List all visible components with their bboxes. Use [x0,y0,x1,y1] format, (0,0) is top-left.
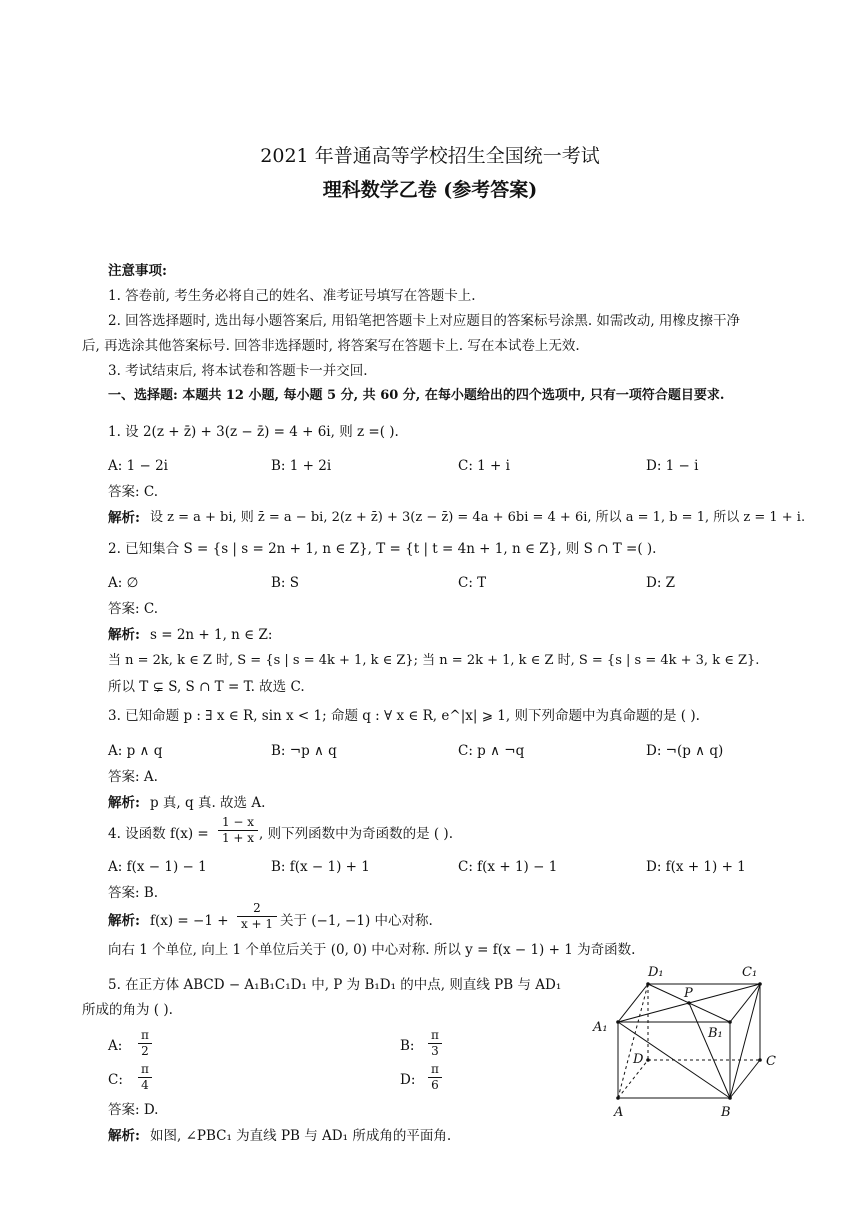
q4-analysis-numerator: 2 [253,901,261,915]
q5-stem-line2: 所成的角为 ( ). [82,1002,173,1018]
q4-analysis-line2: 向右 1 个单位, 向上 1 个单位后关于 (0, 0) 中心对称. 所以 y = f(x − 1) + 1 为奇函数. [108,942,636,958]
q4-fraction-denominator: 1 + x [221,831,255,845]
vertex-b [728,1096,732,1100]
vertex-d1 [646,982,650,986]
q3-option-a: A: p ∧ q [108,743,163,759]
q2-option-a: A: ∅ [108,575,139,591]
q5-answer: 答案: D. [108,1102,159,1118]
vertex-a1 [616,1020,620,1024]
q3-option-d: D: ¬(p ∧ q) [646,743,724,759]
q1-analysis-label: 解析: [108,510,140,526]
q2-analysis: s = 2n + 1, n ∈ Z: [150,627,273,643]
q5-option-d-den: 6 [431,1078,439,1092]
q5-option-a-label: A: [108,1038,123,1054]
notice-item-2-cont: 后, 再选涂其他答案标号. 回答非选择题时, 将答案写在答题卡上. 写在本试卷上无效. [82,338,580,354]
q4-analysis-prefix: f(x) = −1 + [150,913,229,929]
label-c: C [766,1054,776,1069]
q4-option-b: B: f(x − 1) + 1 [271,859,370,875]
q5-option-b-den: 3 [431,1044,439,1058]
q4-stem-prefix: 4. 设函数 f(x) = [108,826,209,842]
vertex-d [646,1058,650,1062]
q5-option-d-num: π [431,1062,439,1076]
vertex-a [616,1096,620,1100]
vertex-c1 [758,982,762,986]
q2-analysis-line3: 所以 T ⊊ S, S ∩ T = T. 故选 C. [108,679,305,695]
title-line1: 2021 年普通高等学校招生全国统一考试 [260,145,600,167]
q4-option-d: D: f(x + 1) + 1 [646,859,746,875]
q5-analysis: 如图, ∠PBC₁ 为直线 PB 与 AD₁ 所成角的平面角. [150,1128,452,1144]
q2-analysis-line2: 当 n = 2k, k ∈ Z 时, S = {s | s = 4k + 1, k ∈ Z}; 当 n = 2k + 1, k ∈ Z 时, S = {s | s = 4k + 3, k ∈ Z}. [108,653,760,668]
q4-fraction-numerator: 1 − x [221,815,255,829]
q1-option-c: C: 1 + i [458,458,510,474]
q5-option-b-fraction [428,1029,442,1058]
notice-heading: 注意事项: [108,263,167,279]
q4-analysis-fraction [237,902,277,931]
section-heading: 一、选择题: 本题共 12 小题, 每小题 5 分, 共 60 分, 在每小题给出的四个选项中, 只有一项符合题目要求. [108,388,725,403]
q1-option-b: B: 1 + 2i [271,458,332,474]
label-b: B [721,1105,731,1120]
q2-option-d: D: Z [646,575,676,591]
notice-item-2: 2. 回答选择题时, 选出每小题答案后, 用铅笔把答题卡上对应题目的答案标号涂黑. 如需改动, 用橡皮擦干净 [108,313,741,329]
q5-option-a-fraction [138,1029,152,1058]
q4-fraction [218,816,258,845]
q4-stem-suffix: , 则下列函数中为奇函数的是 ( ). [259,826,453,842]
vertex-p [687,1001,691,1005]
title-line2: 理科数学乙卷 (参考答案) [322,179,538,201]
q5-option-c-den: 4 [141,1078,149,1092]
q5-option-b-num: π [431,1028,439,1042]
q3-analysis-label: 解析: [108,795,140,811]
q4-analysis-denominator: x + 1 [240,917,274,931]
label-a1: A₁ [593,1020,608,1035]
q2-option-b: B: S [271,575,300,591]
q5-option-c-num: π [141,1062,149,1076]
q1-analysis: 设 z = a + bi, 则 z̄ = a − bi, 2(z + z̄) + 3(z − z̄) = 4a + 6bi = 4 + 6i, 所以 a = 1, b = 1, 所以 z = 1 + i. [150,510,806,525]
cube-diagram [590,962,785,1124]
q2-stem: 2. 已知集合 S = {s | s = 2n + 1, n ∈ Z}, T = {t | t = 4n + 1, n ∈ Z}, 则 S ∩ T =( ). [108,541,657,557]
notice-item-3: 3. 考试结束后, 将本试卷和答题卡一并交回. [108,363,368,379]
q5-option-b-label: B: [400,1038,415,1054]
q2-answer: 答案: C. [108,601,158,617]
label-c1: C₁ [742,965,758,980]
q5-option-c-fraction [138,1063,152,1092]
line-bc1 [730,984,760,1098]
q5-option-c-label: C: [108,1072,123,1088]
q4-option-a: A: f(x − 1) − 1 [108,859,207,875]
q5-option-a-den: 2 [141,1044,149,1058]
q3-stem: 3. 已知命题 p : ∃ x ∈ R, sin x < 1; 命题 q : ∀ x ∈ R, e^|x| ⩾ 1, 则下列命题中为真命题的是 ( ). [108,708,700,724]
label-d1: D₁ [648,965,664,980]
q1-option-a: A: 1 − 2i [108,458,168,474]
label-d: D [633,1052,644,1067]
q4-analysis-suffix: 关于 (−1, −1) 中心对称. [280,913,433,929]
q5-option-a-num: π [141,1028,149,1042]
q3-analysis: p 真, q 真. 故选 A. [150,795,266,811]
q1-stem: 1. 设 2(z + z̄) + 3(z − z̄) = 4 + 6i, 则 z =( ). [108,424,399,440]
q3-answer: 答案: A. [108,769,158,785]
vertex-b1 [728,1020,732,1024]
q1-answer: 答案: C. [108,484,158,500]
label-a: A [614,1105,624,1120]
q4-answer: 答案: B. [108,885,159,901]
label-p: P [684,986,693,1001]
q1-option-d: D: 1 − i [646,458,699,474]
q5-stem-line1: 5. 在正方体 ABCD − A₁B₁C₁D₁ 中, P 为 B₁D₁ 的中点, 则直线 PB 与 AD₁ [108,977,562,993]
line-ad1-hidden [618,984,648,1098]
q3-option-c: C: p ∧ ¬q [458,743,525,759]
notice-item-1: 1. 答卷前, 考生务必将自己的姓名、准考证号填写在答题卡上. [108,288,476,304]
q5-option-d-label: D: [400,1072,416,1088]
q5-option-d-fraction [428,1063,442,1092]
q2-analysis-label: 解析: [108,627,140,643]
q5-analysis-label: 解析: [108,1128,140,1144]
q4-analysis-label: 解析: [108,913,140,929]
vertex-c [758,1058,762,1062]
q4-option-c: C: f(x + 1) − 1 [458,859,558,875]
label-b1: B₁ [708,1026,723,1041]
q3-option-b: B: ¬p ∧ q [271,743,337,759]
q2-option-c: C: T [458,575,487,591]
